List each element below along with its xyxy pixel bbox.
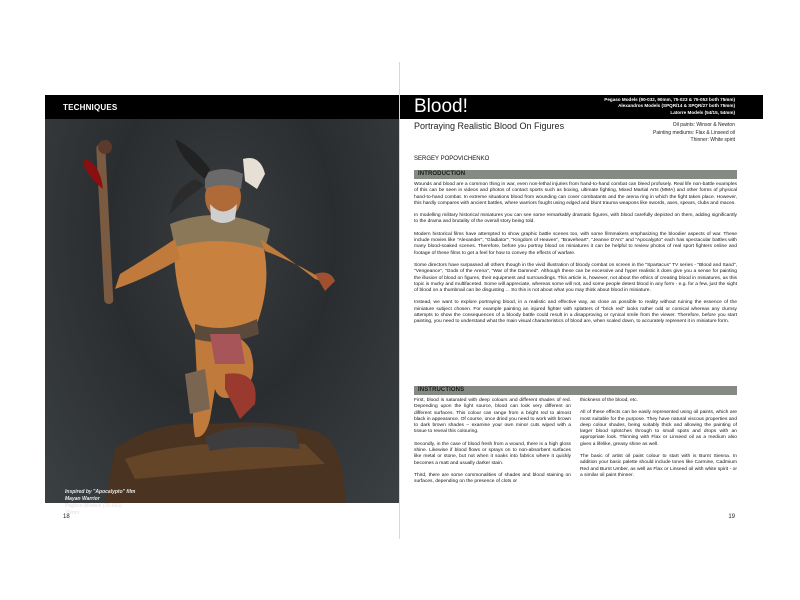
model-line: Latorre Models (54/15, 54mm) bbox=[670, 109, 735, 115]
paragraph: Instead, we want to explore portraying blood, in a realistic and effective way, as close as possible to reality without ruining the essence of the miniature subject chosen. For example painting an injured fighter with splatters of "brick red" looks rather odd or comical whereas any clumsy attempts to show the consequences of a bloody battle could result in a disapproving or cynical smile from the viewer. Therefore, before you start painting, you need to understand what the main visual characteristics of blood are, when scaled down, to accurately represent it in miniature form. bbox=[414, 300, 737, 325]
right-header-bar bbox=[400, 95, 763, 119]
model-line: Pegaso Models (90-032, 90mm, 75-023 & 75-053 both 75mm) bbox=[604, 97, 735, 102]
photo-caption bbox=[65, 489, 135, 517]
left-page bbox=[45, 62, 400, 539]
introduction-text bbox=[414, 182, 737, 332]
miniature-photo bbox=[45, 119, 399, 516]
instructions-heading-bar bbox=[414, 386, 737, 395]
models-list bbox=[604, 97, 735, 116]
warrior-figure-illustration bbox=[45, 119, 399, 503]
page-number-right: 19 bbox=[728, 514, 735, 520]
materials-list bbox=[653, 122, 735, 145]
caption-line: Inspired by "Apocalypto" film bbox=[65, 489, 136, 495]
paragraph: thickness of the blood, etc. bbox=[580, 398, 638, 403]
caption-line: 75mm bbox=[65, 510, 80, 516]
paragraph: Third, there are some commonalities of shades and blood staining on surfaces, depending on the presence of clots or bbox=[414, 472, 571, 485]
paragraph: In modelling military historical miniatures you can see some remarkably dramatic figures, with blood carefully depicted on them, adding significantly to the drama and brutality of the overall story being told. bbox=[414, 213, 737, 225]
introduction-heading-bar bbox=[414, 170, 737, 179]
author-name: SERGEY POPOVICHENKO bbox=[414, 156, 490, 162]
caption-line: Mayan Warrior bbox=[65, 496, 100, 502]
paragraph: Some directors have surpassed all others though in the vivid illustration of bloody combat on screen in the "Spartacus" TV series - "Blood and Sand", "Vengeance", "Gods of the Arena", "War of the Damned". Although these can be excessive and hyper realistic it does give you a sense for painting the illusion of blood on figures, their equipment and surroundings. This article is, however, not about the ethics of creating blood in miniatures, as this topic is murky and multifaceted. Some will appreciate, whereas some will not, and some people detest blood in any form - e.g. for a few, just the sight of blood on a thumbnail can be disgusting ... So this is not about what you may think about blood in miniature. bbox=[414, 262, 737, 294]
material-line: Painting mediums: Flax & Linseed oil bbox=[653, 129, 735, 136]
article-subtitle: Portraying Realistic Blood On Figures bbox=[414, 121, 565, 131]
article-title: Blood! bbox=[414, 96, 468, 117]
material-line: Oil paints: Winsor & Newton bbox=[672, 122, 735, 128]
introduction-heading: INTRODUCTION bbox=[418, 171, 466, 177]
section-tag: TECHNIQUES bbox=[63, 103, 118, 112]
magazine-spread bbox=[45, 62, 763, 539]
paragraph: Wounds and blood are a common thing in war, even non-lethal injuries from hand-to-hand combat can bleed profusely. Real life non-battle examples of this can be seen in videos and photos of contact sports such as boxing, ultimate fighting, Mixed Martial Arts (MMA) and other forms of physical hand-to-hand combat. In extreme situations blood from wounding can cover combatants and the arena ring in which the fight takes place. However, this hardly compares with ancient battles, where warriors fought using edged and blunt trauma weapons like swords, axes, spears, clubs and maces. bbox=[414, 182, 737, 206]
material-line: Thinner: White spirit bbox=[690, 137, 735, 143]
page-number-left: 18 bbox=[63, 514, 70, 520]
instructions-heading: INSTRUCTIONS bbox=[418, 387, 465, 393]
model-line: Alexandros Models (SPQR/14 & SPQR/27 both 75mm) bbox=[618, 103, 735, 109]
instructions-column-2 bbox=[580, 398, 737, 485]
caption-line: Pegaso Models (75-053) bbox=[65, 503, 122, 509]
right-page bbox=[400, 62, 763, 539]
paragraph: All of these effects can be easily represented using oil paints, which are most suitable for the purpose. They have natural viscous properties and deep colour shades, being suitably thick and allowing the painting of larger blood splotches through to small spots and drops with an appropriate look. Thinning with Flax or Linseed oil as a medium also gives a lifelike, greasy shine as well. bbox=[580, 410, 737, 447]
paragraph: The basic of artist oil paint colour to start with is Burnt Sienna. In addition your basic palette should include tones like Carmine, Cadmium Red and Burnt Umber, as well as Flax or Linseed oil with white spirit - or a similar oil paint thinner. bbox=[580, 454, 737, 478]
left-header-bar bbox=[45, 95, 399, 119]
paragraph: Modern historical films have attempted to show graphic battle scenes too, with some filmmakers emphasizing the bloodier aspects of war. These include movies like "Alexander", "Gladiator", "Kingdom of Heaven", "Braveheart", "Jeanne D'Arc" and "Apocalypto" each has spectacular battles with many blood-soaked scenes. Therefore, before you portray blood on miniatures it can be helpful to review photos of real sport fighters online and footage of these films to get a feel for how to convey the effects of warfare. bbox=[414, 231, 737, 256]
instructions-column-1 bbox=[414, 398, 571, 492]
paragraph: First, blood is saturated with deep colours and different shades of red. Depending upon the light source, blood can look very different on different surfaces. This colour can range from a bright red to almost black in appearance. Of course, once dried you need to work with brown to dark brown shades – examine your own minor cuts wiped with a tissue to reveal this colouring. bbox=[414, 398, 571, 435]
paragraph: Secondly, in the case of blood fresh from a wound, there is a high gloss shine. Likewise if blood flows or sprays on to non-absorbent surfaces like metal or stone, but not when it soaks into fabrics where it quickly becomes a matt and usually darker stain. bbox=[414, 441, 571, 466]
